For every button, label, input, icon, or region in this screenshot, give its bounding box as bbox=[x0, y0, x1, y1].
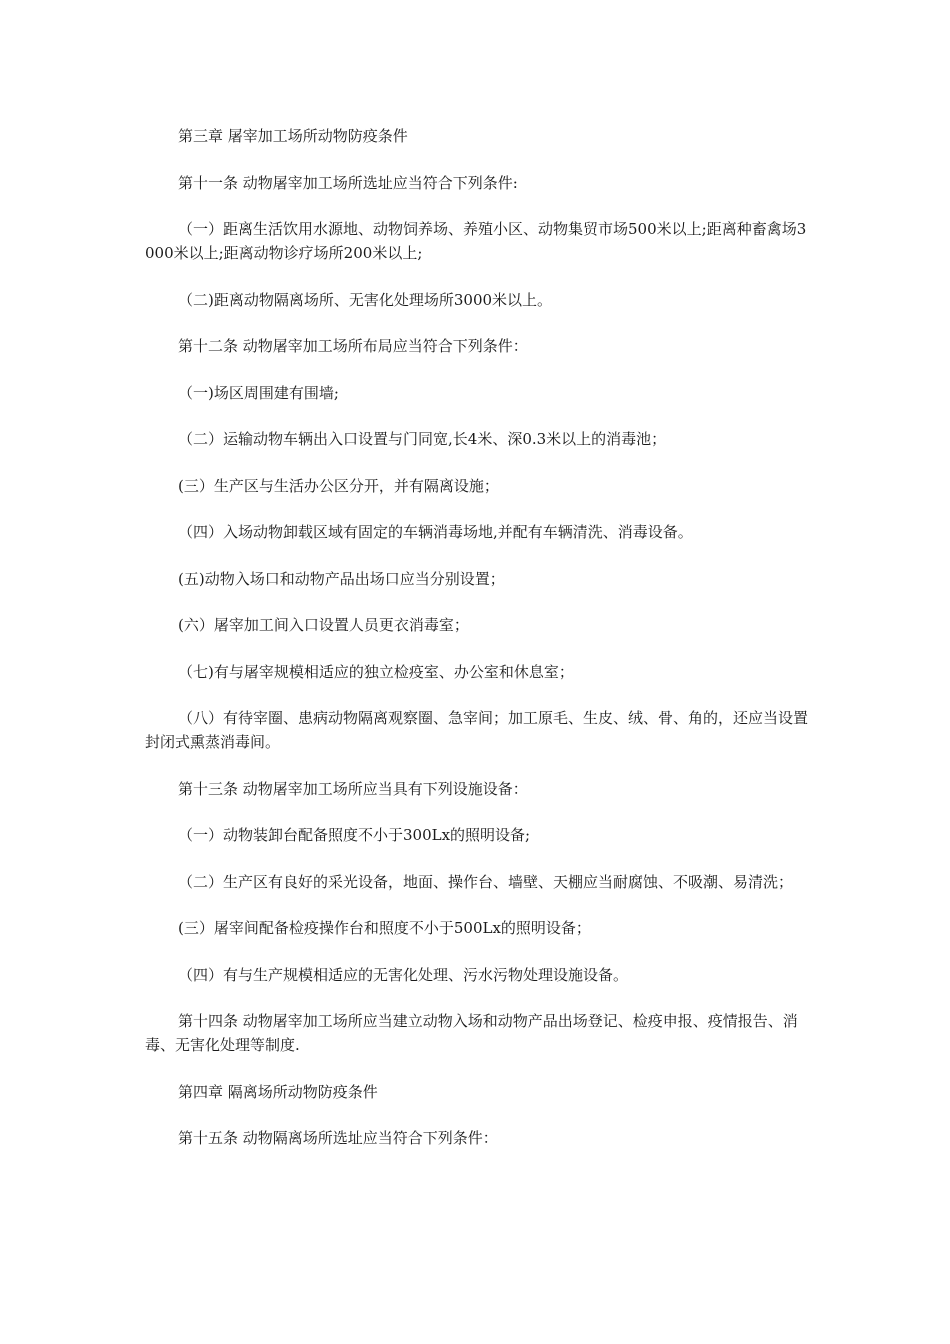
article-12-item-8: （八）有待宰圈、患病动物隔离观察圈、急宰间；加工原毛、生皮、绒、骨、角的，还应当设置封闭式熏蒸消毒间。 bbox=[145, 709, 809, 751]
chapter-heading: 第三章 屠宰加工场所动物防疫条件 bbox=[178, 127, 408, 145]
article-13-item-3: (三）屠宰间配备检疫操作台和照度不小于500Lx的照明设备； bbox=[178, 919, 591, 937]
article-13-item-4: （四）有与生产规模相适应的无害化处理、污水污物处理设施设备。 bbox=[178, 965, 629, 984]
article-11: 第十一条 动物屠宰加工场所选址应当符合下列条件: bbox=[178, 173, 518, 192]
article-12: 第十二条 动物屠宰加工场所布局应当符合下列条件： bbox=[178, 337, 528, 355]
article-11-item-1: （一）距离生活饮用水源地、动物饲养场、养殖小区、动物集贸市场500米以上;距离种畜禽场3000米以上;距离动物诊疗场所200米以上; bbox=[145, 220, 807, 262]
article-11-item-2: （二)距离动物隔离场所、无害化处理场所3000米以上。 bbox=[178, 290, 553, 309]
article-12-item-7: （七)有与屠宰规模相适应的独立检疫室、办公室和休息室； bbox=[178, 662, 574, 681]
article-12-item-1: （一)场区周围建有围墙; bbox=[178, 383, 339, 402]
article-12-item-3: (三）生产区与生活办公区分开，并有隔离设施； bbox=[178, 476, 499, 495]
article-12-item-2: （二）运输动物车辆出入口设置与门同宽,长4米、深0.3米以上的消毒池； bbox=[178, 430, 667, 448]
article-13-item-2: （二）生产区有良好的采光设备，地面、操作台、墙壁、天棚应当耐腐蚀、不吸潮、易清洗； bbox=[178, 872, 794, 891]
article-14: 第十四条 动物屠宰加工场所应当建立动物入场和动物产品出场登记、检疫申报、疫情报告、消毒、无害化处理等制度. bbox=[145, 1012, 798, 1054]
article-13-item-1: （一）动物装卸台配备照度不小于300Lx的照明设备; bbox=[178, 826, 531, 844]
article-12-item-4: （四）入场动物卸载区域有固定的车辆消毒场地,并配有车辆清洗、消毒设备。 bbox=[178, 523, 693, 541]
article-12-item-5: (五)动物入场口和动物产品出场口应当分别设置； bbox=[178, 569, 505, 588]
article-13: 第十三条 动物屠宰加工场所应当具有下列设施设备： bbox=[178, 779, 528, 798]
article-15: 第十五条 动物隔离场所选址应当符合下列条件： bbox=[178, 1129, 498, 1147]
article-12-item-6: (六）屠宰加工间入口设置人员更衣消毒室； bbox=[178, 616, 469, 634]
chapter-heading: 第四章 隔离场所动物防疫条件 bbox=[178, 1082, 378, 1101]
